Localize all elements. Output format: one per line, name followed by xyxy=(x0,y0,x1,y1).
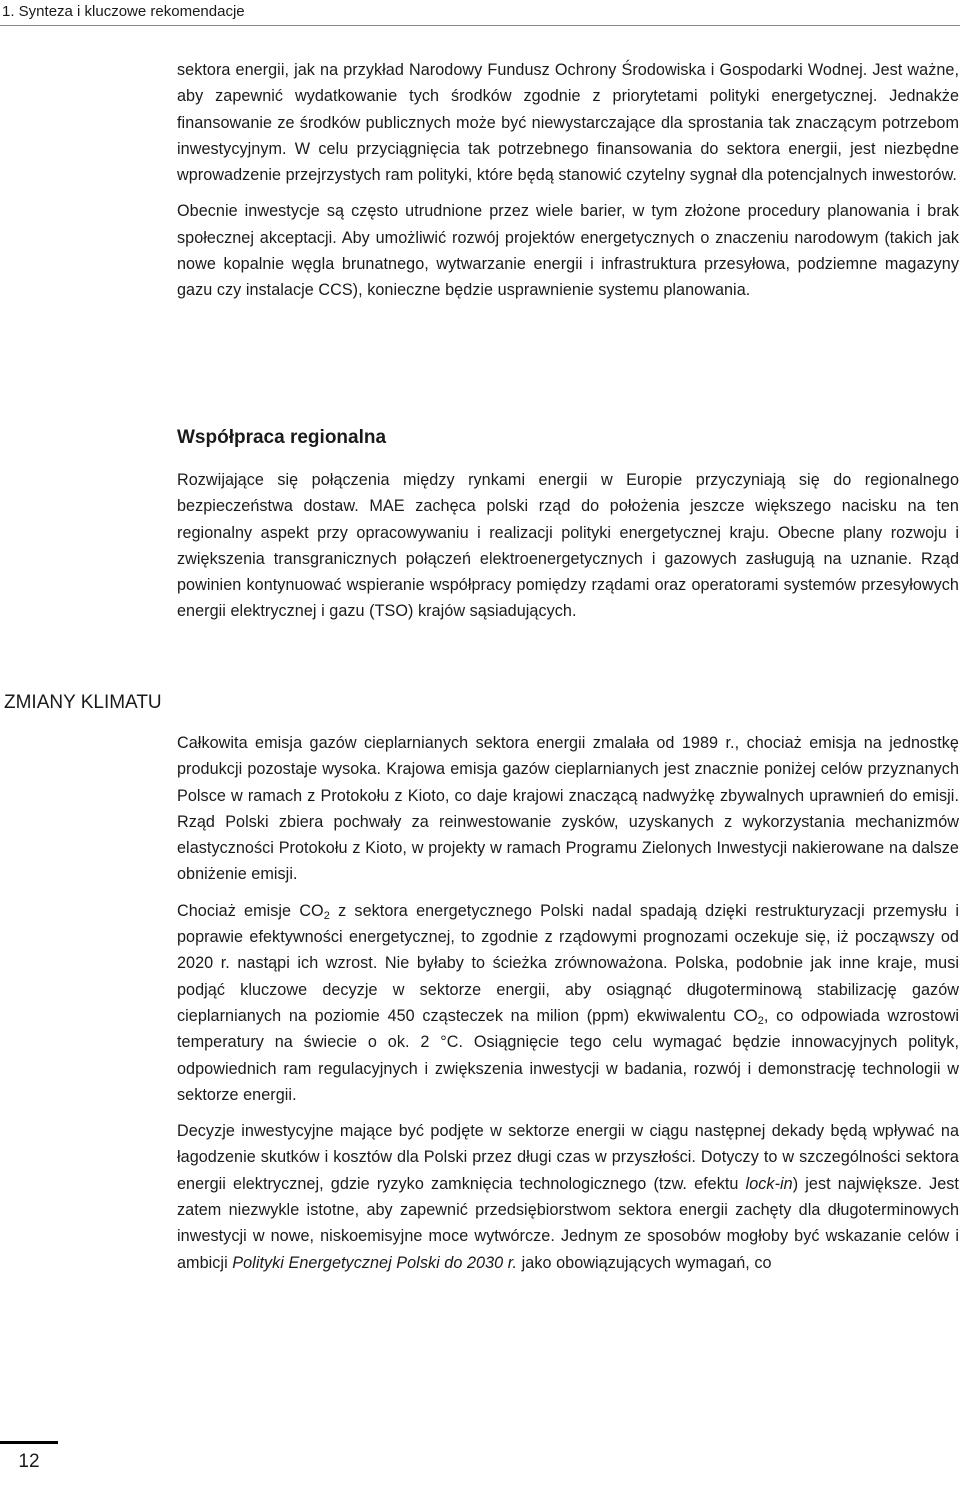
text-run: Decyzje inwestycyjne mające być podjęte w sektorze energii w ciągu następnej dekady będą wpływać na łagodzenie skutków i kosztów dla Polski przez długi czas w przyszłości. Dotyczy to w szczególności sektora energii elektrycznej, gdzie ryzyko zamknięcia technologicznego (tzw. efektu xyxy=(177,1122,959,1193)
text-run: jako obowiązujących wymagań, co xyxy=(517,1253,772,1272)
paragraph: Obecnie inwestycje są często utrudnione przez wiele barier, w tym złożone procedury planowania i brak społecznej akceptacji. Aby umożliwić rozwój projektów energetycznych o znaczeniu narodowym (takich jak nowe kopalnie węgla brunatnego, wytwarzanie energii i infrastruktura przesyłowa, podziemne magazyny gazu czy instalacje CCS), konieczne będzie usprawnienie systemu planowania. xyxy=(177,202,959,300)
running-header-title: 1. Synteza i kluczowe rekomendacje xyxy=(2,3,245,20)
section-heading-climate-change: ZMIANY KLIMATU xyxy=(4,692,162,713)
text-run: , co odpowiada wzrostowi temperatury na świecie o ok. 2 °C. Osiągnięcie tego celu wymagać będzie innowacyjnych polityk, odpowiednich ram regulacyjnych i zwiększenia inwestycji w badania, rozwój i demonstrację technologii w sektorze energii. xyxy=(177,1006,959,1104)
body-text-block-2 xyxy=(177,467,959,625)
page-number: 12 xyxy=(18,1451,40,1472)
page-number-box xyxy=(0,1441,58,1479)
paragraph: sektora energii, jak na przykład Narodowy Fundusz Ochrony Środowiska i Gospodarki Wodnej. Jest ważne, aby zapewnić wydatkowanie tych środków zgodnie z priorytetami polityki energetycznej. Jednakże finansowanie ze środków publicznych może być niewystarczające dla sprostania tak znaczącym potrzebom inwestycyjnym. W celu przyciągnięcia tak potrzebnego finansowania do sektora energii, jest niezbędne wprowadzenie przejrzystych ram polityki, które będą stanowić czytelny sygnał dla potencjalnych inwestorów. xyxy=(177,61,959,185)
body-text-block-3 xyxy=(177,730,959,1276)
paragraph: Rozwijające się połączenia między rynkami energii w Europie przyczyniają się do regionalnego bezpieczeństwa dostaw. MAE zachęca polski rząd do położenia jeszcze większego nacisku na ten regionalny aspekt przy opracowywaniu i realizacji polityki energetycznej kraju. Obecne plany rozwoju i zwiększenia transgranicznych połączeń elektroenergetycznych i gazowych zasługują na uznanie. Rząd powinien kontynuować wspieranie współpracy pomiędzy rządami oraz operatorami systemów przesyłowych energii elektrycznej i gazu (TSO) krajów sąsiadujących. xyxy=(177,471,959,621)
subheading-regional-cooperation: Współpraca regionalna xyxy=(177,427,387,448)
subscript: 2 xyxy=(757,1014,764,1027)
text-run: z sektora energetycznego Polski nadal spadają dzięki restrukturyzacji przemysłu i poprawie efektywności energetycznej, to zgodnie z rządowymi prognozami oczekuje się, iż począwszy od 2020 r. nastąpi ich wzrost. Nie byłaby to ścieżka zrównoważona. Polska, podobnie jak inne kraje, musi podjąć kluczowe decyzje w sektorze energii, aby osiągnąć długoterminową stabilizację gazów cieplarnianych na poziomie 450 cząsteczek na milion (ppm) ekwiwalentu CO xyxy=(177,901,959,1025)
paragraph: Całkowita emisja gazów cieplarnianych sektora energii zmalała od 1989 r., chociaż emisja na jednostkę produkcji pozostaje wysoka. Krajowa emisja gazów cieplarnianych jest znacznie poniżej celów przyznanych Polsce w ramach z Protokołu z Kioto, co daje krajowi znaczącą nadwyżkę zbywalnych uprawnień do emisji. Rząd Polski zbiera pochwały za reinwestowanie zysków, uzyskanych z wykorzystania mechanizmów elastyczności Protokołu z Kioto, w projekty w ramach Programu Zielonych Inwestycji nakierowane na dalsze obniżenie emisji. xyxy=(177,734,959,884)
text-run: Chociaż emisje CO xyxy=(177,901,324,920)
subscript: 2 xyxy=(323,909,330,922)
text-run: ) jest największe. Jest zatem niezwykle istotne, aby zapewnić przedsiębiorstwom sektora energii zachęty dla długoterminowych inwestycji w nowe, niskoemisyjne moce wytwórcze. Jednym ze sposobów mogłoby być wskazanie celów i ambicji xyxy=(177,1174,959,1272)
body-text-block-1 xyxy=(177,57,959,304)
italic-title: Polityki Energetycznej Polski do 2030 r. xyxy=(232,1253,518,1272)
running-header xyxy=(0,0,960,26)
paragraph xyxy=(177,898,959,1108)
italic-term: lock-in xyxy=(745,1174,793,1193)
paragraph xyxy=(177,1118,959,1276)
